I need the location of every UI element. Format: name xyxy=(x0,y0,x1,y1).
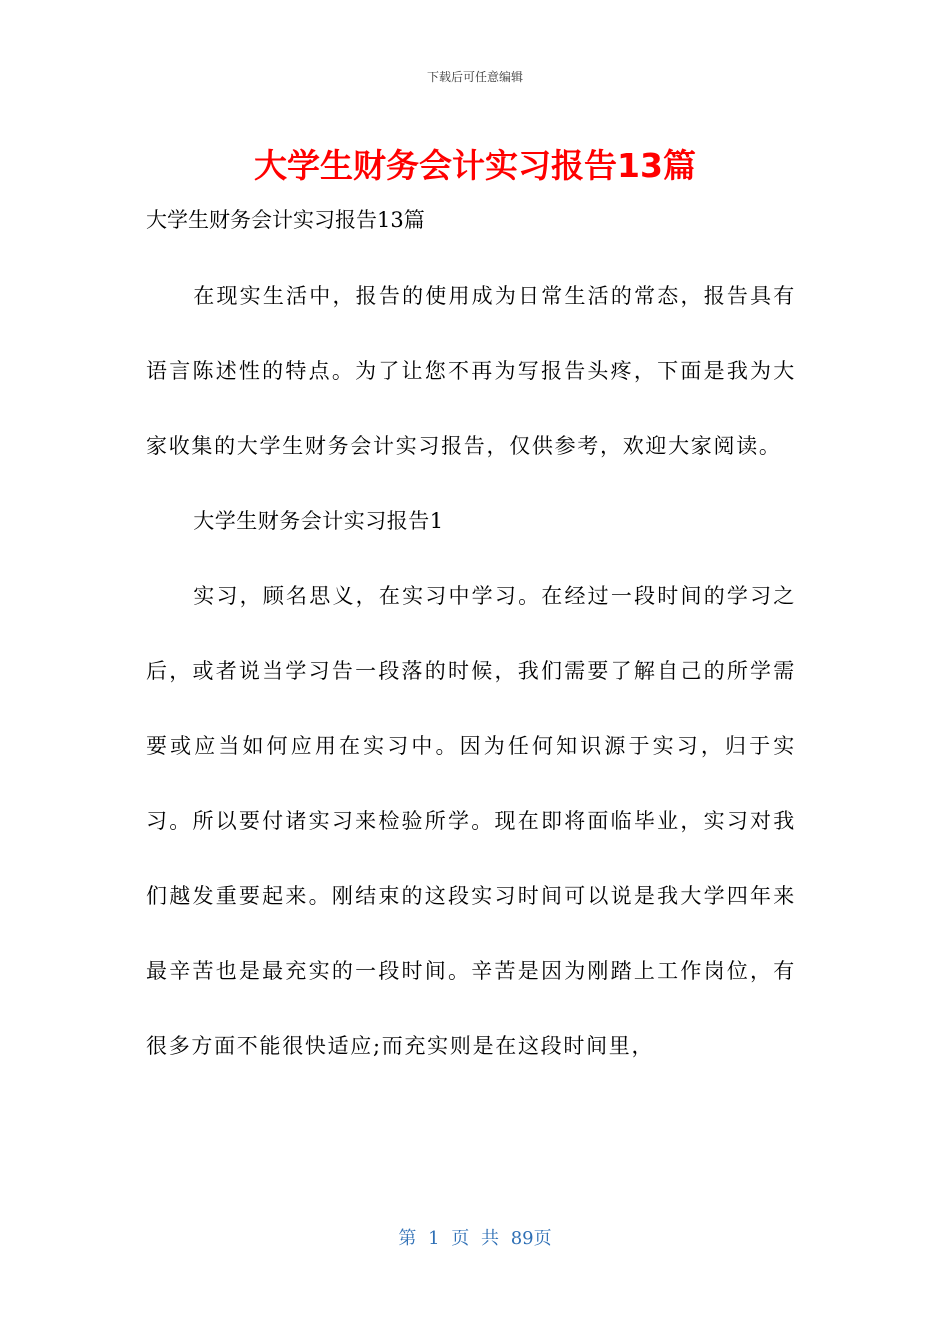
document-body xyxy=(146,259,796,1084)
page-number-footer: 第 1 页 共 89页 xyxy=(398,1228,552,1249)
document-title: 大学生财务会计实习报告13篇 xyxy=(254,146,696,185)
document-subtitle: 大学生财务会计实习报告13篇 xyxy=(146,208,425,232)
header-note: 下载后可任意编辑 xyxy=(426,70,523,84)
intro-paragraph: 在现实生活中，报告的使用成为日常生活的常态，报告具有语言陈述性的特点。为了让您不再为写报告头疼，下面是我为大家收集的大学生财务会计实习报告，仅供参考，欢迎大家阅读。 xyxy=(146,284,796,458)
section-heading: 大学生财务会计实习报告1 xyxy=(193,509,444,533)
body-paragraph: 实习，顾名思义，在实习中学习。在经过一段时间的学习之后，或者说当学习告一段落的时候，我们需要了解自己的所学需要或应当如何应用在实习中。因为任何知识源于实习，归于实习。所以要付诸实习来检验所学。现在即将面临毕业，实习对我们越发重要起来。刚结束的这段实习时间可以说是我大学四年来最辛苦也是最充实的一段时间。辛苦是因为刚踏上工作岗位，有很多方面不能很快适应;而充实则是在这段时间里， xyxy=(146,584,796,1058)
